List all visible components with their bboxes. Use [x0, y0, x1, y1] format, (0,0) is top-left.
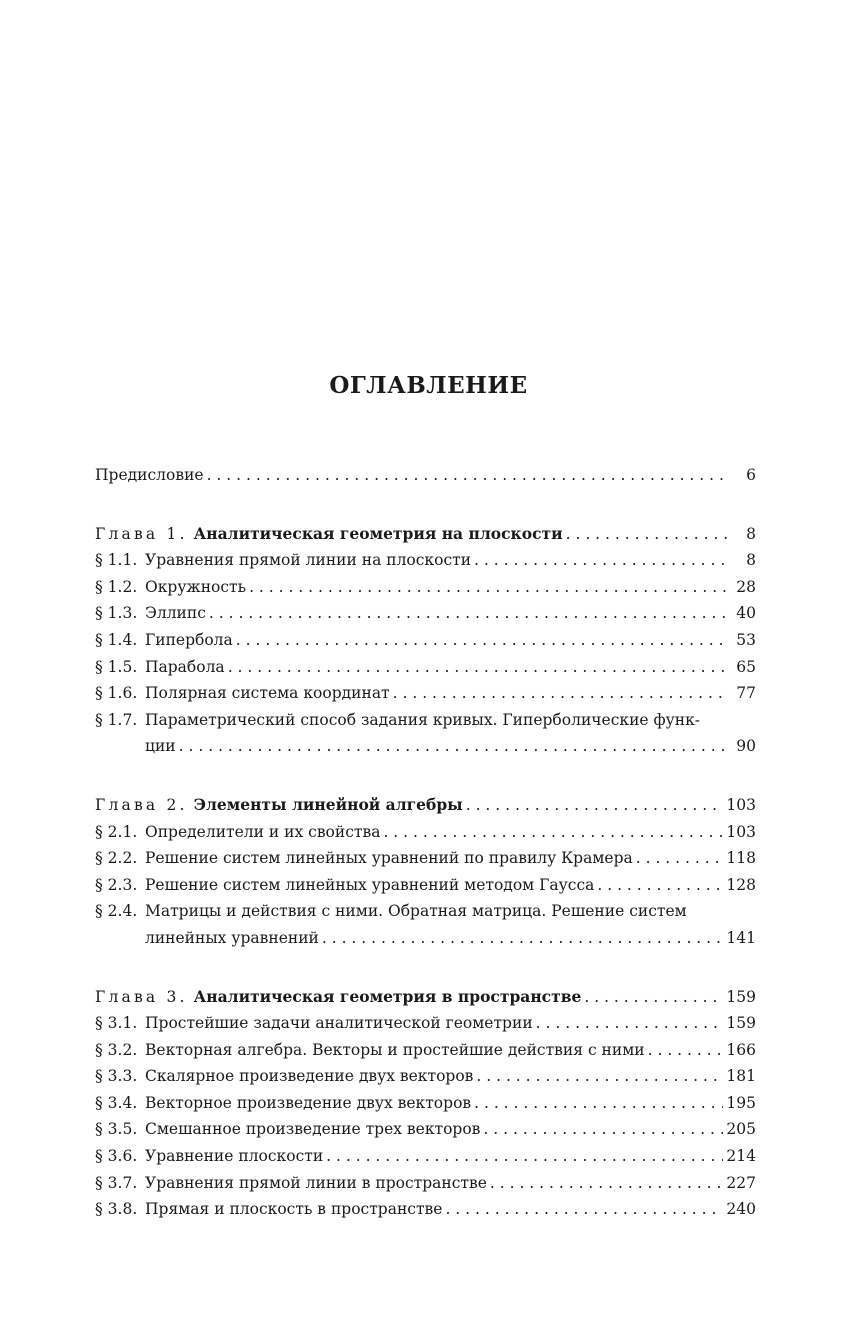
section-number: § 1.5.	[95, 657, 138, 676]
section-title: Гипербола	[145, 630, 233, 649]
section-number: § 1.4.	[95, 630, 138, 649]
table-of-contents	[95, 462, 756, 1223]
toc-section-2-2[interactable]	[95, 845, 756, 872]
section-title: Уравнения прямой линии в пространстве	[145, 1173, 487, 1192]
section-title: Решение систем линейных уравнений по правилу Крамера	[145, 849, 633, 868]
section-title: Определители и их свойства	[145, 822, 381, 841]
toc-section-1-1[interactable]	[95, 547, 756, 574]
section-number: § 3.7.	[95, 1173, 138, 1192]
section-title: Окружность	[145, 577, 247, 596]
section-number: § 1.6.	[95, 684, 138, 703]
dot-leader	[393, 680, 727, 707]
page-number: 240	[726, 1200, 756, 1219]
section-title: Матрицы и действия с ними. Обратная матрица. Решение систем	[145, 902, 687, 921]
dot-leader	[209, 600, 727, 627]
page-number: 214	[726, 1147, 756, 1166]
page-number: 6	[746, 466, 756, 484]
chapter-label: Глава 3.	[95, 987, 188, 1006]
toc-section-1-2[interactable]	[95, 574, 756, 601]
page-number: 128	[726, 875, 756, 894]
section-title: Смешанное произведение трех векторов	[145, 1120, 481, 1139]
toc-section-1-5[interactable]	[95, 654, 756, 681]
dot-leader	[236, 627, 727, 654]
toc-section-3-6[interactable]	[95, 1143, 756, 1170]
dot-leader	[207, 462, 727, 489]
page-number: 159	[726, 1014, 756, 1033]
page-number: 8	[746, 551, 756, 570]
toc-chapter-1[interactable]	[95, 521, 756, 548]
dot-leader	[597, 872, 723, 899]
section-title: Парабола	[145, 657, 225, 676]
dot-leader	[483, 1116, 723, 1143]
section-number: § 2.4.	[95, 902, 138, 921]
toc-section-2-3[interactable]	[95, 872, 756, 899]
section-title: Параметрический способ задания кривых. Гиперболические функ-	[145, 710, 701, 729]
dot-leader	[476, 1063, 723, 1090]
page-title: ОГЛАВЛЕНИЕ	[329, 372, 528, 399]
toc-section-3-8[interactable]	[95, 1196, 756, 1223]
toc-section-2-4[interactable]	[95, 898, 756, 951]
section-title: Уравнения прямой линии на плоскости	[145, 551, 472, 570]
page-number: 227	[726, 1173, 756, 1192]
section-number: § 2.1.	[95, 822, 138, 841]
toc-section-3-4[interactable]	[95, 1090, 756, 1117]
dot-leader	[566, 521, 727, 548]
toc-section-1-6[interactable]	[95, 680, 756, 707]
entry-title: Предисловие	[95, 466, 204, 484]
toc-section-1-3[interactable]	[95, 600, 756, 627]
page-number: 166	[726, 1040, 756, 1059]
page-number: 53	[736, 630, 756, 649]
section-number: § 3.2.	[95, 1040, 138, 1059]
toc-section-2-1[interactable]	[95, 819, 756, 846]
dot-leader	[322, 925, 724, 952]
dot-leader	[179, 733, 727, 760]
chapter-title: Аналитическая геометрия на плоскости	[193, 523, 563, 543]
section-number: § 3.3.	[95, 1067, 138, 1086]
page-number: 103	[726, 795, 756, 814]
toc-section-3-3[interactable]	[95, 1063, 756, 1090]
page-number: 65	[736, 657, 756, 676]
chapter-label: Глава 2.	[95, 795, 188, 814]
toc-section-3-1[interactable]	[95, 1010, 756, 1037]
section-title: Решение систем линейных уравнений методом Гаусса	[145, 875, 595, 894]
dot-leader	[490, 1170, 724, 1197]
section-title: Векторное произведение двух векторов	[145, 1093, 472, 1112]
dot-leader	[445, 1196, 723, 1223]
page-number: 181	[726, 1067, 756, 1086]
toc-chapter-2[interactable]	[95, 792, 756, 819]
section-title: Эллипс	[145, 604, 206, 623]
chapter-title: Элементы линейной алгебры	[193, 794, 463, 814]
dot-leader	[326, 1143, 723, 1170]
chapter-label: Глава 1.	[95, 524, 188, 543]
dot-leader	[466, 792, 724, 819]
section-title: Полярная система координат	[145, 684, 390, 703]
toc-section-3-5[interactable]	[95, 1116, 756, 1143]
section-title: Векторная алгебра. Векторы и простейшие действия с ними	[145, 1040, 645, 1059]
section-number: § 2.3.	[95, 875, 138, 894]
dot-leader	[536, 1010, 724, 1037]
section-title: Уравнение плоскости	[145, 1147, 324, 1166]
page-number: 28	[736, 577, 756, 596]
dot-leader	[383, 819, 723, 846]
dot-leader	[474, 547, 727, 574]
toc-section-1-4[interactable]	[95, 627, 756, 654]
page-number: 77	[736, 684, 756, 703]
section-title: Скалярное произведение двух векторов	[145, 1067, 474, 1086]
dot-leader	[648, 1037, 724, 1064]
page-number: 141	[726, 928, 756, 947]
section-number: § 1.1.	[95, 551, 138, 570]
toc-section-3-7[interactable]	[95, 1170, 756, 1197]
dot-leader	[584, 984, 723, 1011]
toc-section-1-7[interactable]	[95, 707, 756, 760]
section-title: Прямая и плоскость в пространстве	[145, 1200, 443, 1219]
section-number: § 3.6.	[95, 1147, 138, 1166]
page-number: 8	[746, 524, 756, 543]
dot-leader	[474, 1090, 723, 1117]
page-number: 40	[736, 604, 756, 623]
section-number: § 3.1.	[95, 1014, 138, 1033]
section-number: § 3.5.	[95, 1120, 138, 1139]
page-number: 103	[726, 822, 756, 841]
section-number: § 1.2.	[95, 577, 138, 596]
section-number: § 3.8.	[95, 1200, 138, 1219]
toc-chapter-3[interactable]	[95, 984, 756, 1011]
section-title: Простейшие задачи аналитической геометрии	[145, 1014, 533, 1033]
section-title-continuation: ции	[145, 737, 176, 756]
dot-leader	[249, 574, 727, 601]
page-number: 159	[726, 987, 756, 1006]
page-number: 195	[726, 1093, 756, 1112]
toc-entry-preface[interactable]	[95, 462, 756, 489]
page-number: 118	[726, 849, 756, 868]
section-title-continuation: линейных уравнений	[145, 928, 319, 947]
section-number: § 2.2.	[95, 849, 138, 868]
section-number: § 1.7.	[95, 710, 138, 729]
chapter-title: Аналитическая геометрия в пространстве	[193, 986, 582, 1006]
toc-section-3-2[interactable]	[95, 1037, 756, 1064]
page-number: 90	[736, 737, 756, 756]
dot-leader	[228, 654, 727, 681]
page-number: 205	[726, 1120, 756, 1139]
dot-leader	[636, 845, 724, 872]
section-number: § 1.3.	[95, 604, 138, 623]
section-number: § 3.4.	[95, 1093, 138, 1112]
